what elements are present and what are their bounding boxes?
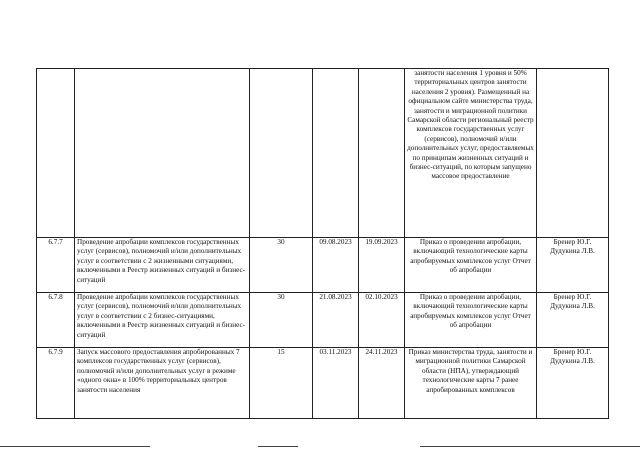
cell-end: 24.11.2023 <box>359 348 405 419</box>
cell-num: 6.7.7 <box>37 238 75 293</box>
cell-result: Приказ министерства труда, занятости и миграционной политики Самарской области (НПА), утверждающий технологические карты 7 ранее апробированных комплексов <box>405 348 537 419</box>
scan-edge-line <box>420 446 640 447</box>
table-row <box>37 348 609 419</box>
scan-edge-line <box>0 446 150 447</box>
cell-name <box>75 69 250 238</box>
cell-start: 09.08.2023 <box>313 238 359 293</box>
schedule-table <box>36 68 609 419</box>
cell-result: Приказ о проведении апробации, включающий технологические карты апробируемых комплексов услуг Отчет об апробации <box>405 238 537 293</box>
table-row-continuation <box>37 69 609 238</box>
cell-duration: 30 <box>250 293 313 348</box>
cell-num: 6.7.9 <box>37 348 75 419</box>
table-row <box>37 238 609 293</box>
cell-responsible: Бренер Ю.Г. Дудукина Л.В. <box>537 293 609 348</box>
cell-duration: 15 <box>250 348 313 419</box>
cell-name: Запуск массового предоставления апробированных 7 комплексов государственных услуг (сервисов), полномочий и/или дополнительных услуг в режиме «одного окна» в 100% территориальных центров занятости населения <box>75 348 250 419</box>
cell-start <box>313 69 359 238</box>
cell-result: занятости населения 1 уровня и 50% территориальных центров занятости населения 2 уровня). Размещенный на официальном сайте министерства труда, занятости и миграционной политики Самарской области региональный реестр комплексов государственных услуг (сервисов), полномочий и/или дополнительных услуг, предоставляемых по принципам жизненных ситуаций и бизнес-ситуаций, по которым запущено массовое предоставление <box>405 69 537 238</box>
cell-name: Проведение апробации комплексов государственных услуг (сервисов), полномочий и/или дополнительных услуг в соответствии с 2 жизненными ситуациями, включенными в Реестр жизненных ситуаций и бизнес-ситуаций <box>75 238 250 293</box>
cell-end <box>359 69 405 238</box>
cell-end: 02.10.2023 <box>359 293 405 348</box>
cell-responsible <box>537 69 609 238</box>
table-row <box>37 293 609 348</box>
cell-start: 21.08.2023 <box>313 293 359 348</box>
cell-responsible: Бренер Ю.Г. Дудукина Л.В. <box>537 348 609 419</box>
cell-num <box>37 69 75 238</box>
scan-edge-line <box>258 446 298 447</box>
cell-duration <box>250 69 313 238</box>
cell-duration: 30 <box>250 238 313 293</box>
cell-responsible: Бренер Ю.Г. Дудукина Л.В. <box>537 238 609 293</box>
cell-start: 03.11.2023 <box>313 348 359 419</box>
cell-result: Приказ о проведении апробации, включающий технологические карты апробируемых комплексов услуг Отчет об апробации <box>405 293 537 348</box>
cell-num: 6.7.8 <box>37 293 75 348</box>
cell-name: Проведение апробации комплексов государственных услуг (сервисов), полномочий и/или дополнительных услуг в соответствии с 2 бизнес-ситуациями, включенными в Реестр жизненных ситуаций и бизнес-ситуаций <box>75 293 250 348</box>
cell-end: 19.09.2023 <box>359 238 405 293</box>
